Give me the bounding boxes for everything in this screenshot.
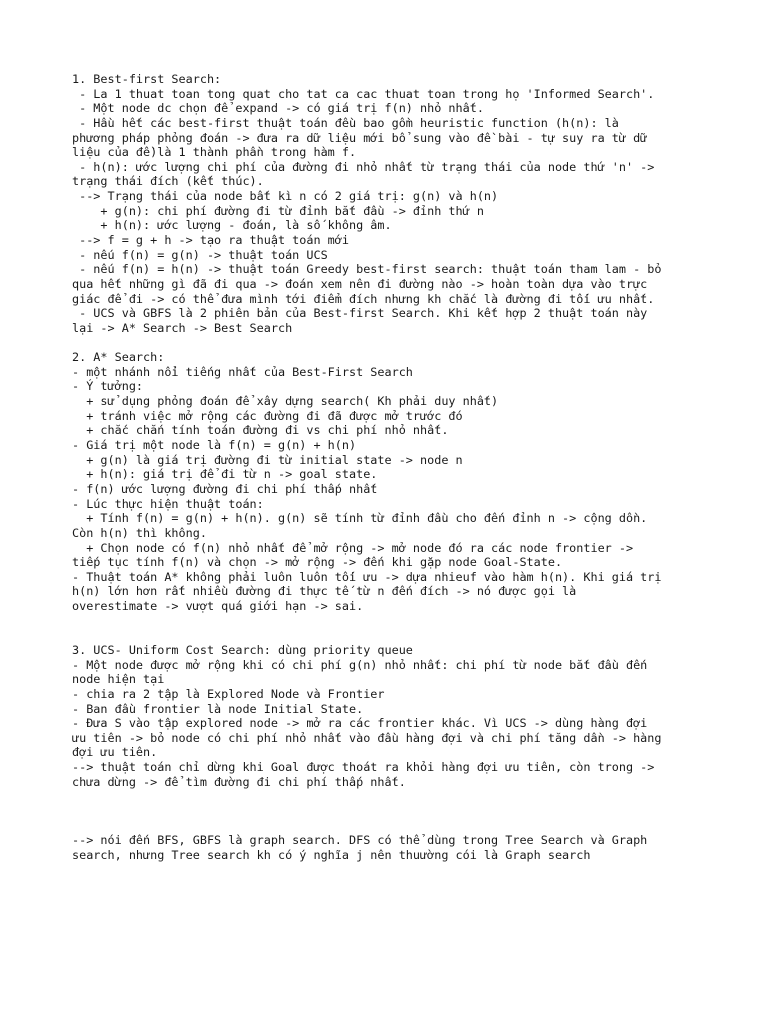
text-line: Còn h(n) thì không. — [72, 525, 207, 540]
text-line: - Một node được mở rộng khi có chi phí g(n) nhỏ nhất: chi phí từ node bắt đầu đến — [72, 657, 648, 672]
text-line: chưa dừng -> để tìm đường đi chi phí thấp nhất. — [72, 774, 406, 789]
text-line: giác để đi -> có thể đưa mình tới điểm đích nhưng kh chắc là đường đi tối ưu nhất. — [72, 291, 655, 306]
text-line: + h(n): ước lượng - đoán, là số không âm. — [72, 218, 392, 233]
text-line: đợi ưu tiên. — [72, 745, 158, 760]
text-line: - Giá trị một node là f(n) = g(n) + h(n) — [72, 438, 357, 453]
text-line — [72, 628, 712, 643]
text-line: h(n) lớn hơn rất nhiều đường đi thực tế từ n đến đích -> nó được gọi là — [72, 584, 577, 599]
text-line: - Đưa S vào tập explored node -> mở ra các frontier khác. Vì UCS -> dùng hàng đợi — [72, 716, 648, 731]
text-line: tiếp tục tính f(n) và chọn -> mở rộng -> đến khi gặp node Goal-State. — [72, 555, 563, 570]
text-line: ưu tiên -> bỏ node có chi phí nhỏ nhất vào đầu hàng đợi và chi phí tăng dần -> hàng — [72, 730, 662, 745]
text-line — [72, 789, 712, 804]
text-line — [72, 819, 712, 834]
text-line: 1. Best-first Search: — [72, 72, 222, 86]
text-line: + sử dụng phỏng đoán để xây dựng search( Kh phải duy nhất) — [72, 394, 499, 409]
text-line: --> Trạng thái của node bất kì n có 2 giá trị: g(n) và h(n) — [72, 189, 499, 204]
text-line: --> nói đến BFS, GBFS là graph search. DFS có thể dùng trong Tree Search và Graph — [72, 833, 648, 848]
text-line: + Chọn node có f(n) nhỏ nhất để mở rộng -> mở node đó ra các node frontier -> — [72, 540, 634, 555]
text-line: overestimate -> vượt quá giới hạn -> sai. — [72, 599, 364, 614]
text-line: + h(n): giá trị để đi từ n -> goal state. — [72, 467, 378, 482]
text-line: - Hầu hết các best-first thuật toán đều bao gồm heuristic function (h(n): là — [72, 115, 619, 130]
text-line: node hiện tại — [72, 672, 165, 687]
text-line: - UCS và GBFS là 2 phiên bản của Best-first Search. Khi kết hợp 2 thuật toán này — [72, 306, 648, 321]
text-line: - h(n): ước lượng chi phí của đường đi nhỏ nhất từ trạng thái của node thứ 'n' -> — [72, 159, 655, 174]
text-line: --> f = g + h -> tạo ra thuật toán mới — [72, 233, 349, 248]
text-line: - Một node dc chọn để expand -> có giá trị f(n) nhỏ nhất. — [72, 101, 484, 116]
text-line: - nếu f(n) = g(n) -> thuật toán UCS — [72, 247, 328, 262]
text-line: lại -> A* Search -> Best Search — [72, 320, 293, 335]
text-line: + g(n): chi phí đường đi từ đỉnh bắt đầu -> đỉnh thứ n — [72, 203, 484, 218]
text-line: - một nhánh nổi tiếng nhất của Best-First Search — [72, 364, 413, 379]
text-line: + chắc chắn tính toán đường đi vs chi phí nhỏ nhất. — [72, 423, 449, 438]
text-line: --> thuật toán chỉ dừng khi Goal được thoát ra khỏi hàng đợi ưu tiên, còn trong -> — [72, 760, 655, 775]
text-line: - nếu f(n) = h(n) -> thuật toán Greedy best-first search: thuật toán tham lam - bỏ — [72, 262, 662, 277]
text-line: phương pháp phỏng đoán -> đưa ra dữ liệu mới bổ sung vào đề bài - tự suy ra từ dữ — [72, 130, 648, 145]
text-line: - Ban đầu frontier là node Initial State. — [72, 701, 364, 716]
text-line — [72, 614, 712, 629]
text-line: - chia ra 2 tập là Explored Node và Frontier — [72, 686, 385, 701]
text-line: trạng thái đích (kết thúc). — [72, 174, 264, 189]
text-line: 3. UCS- Uniform Cost Search: dùng priority queue — [72, 642, 413, 657]
text-line: + tránh việc mở rộng các đường đi đã được mở trước đó — [72, 408, 463, 423]
text-line: + g(n) là giá trị đường đi từ initial state -> node n — [72, 452, 463, 467]
text-line — [72, 336, 712, 351]
text-line: 2. A* Search: — [72, 350, 165, 365]
text-line: - f(n) ước lượng đường đi chi phí thấp nhất — [72, 481, 378, 496]
text-line: liệu của đề)là 1 thành phần trong hàm f. — [72, 145, 357, 160]
text-line — [72, 804, 712, 819]
document-body — [72, 72, 712, 863]
text-line: - Ý tưởng: — [72, 379, 144, 394]
text-line: + Tính f(n) = g(n) + h(n). g(n) sẽ tính từ đỉnh đầu cho đến đỉnh n -> cộng dồn. — [72, 511, 648, 526]
text-line: - Lúc thực hiện thuật toán: — [72, 496, 264, 511]
text-line: qua hết những gì đã đi qua -> đoán xem nên đi đường nào -> hoàn toàn dựa vào trực — [72, 276, 648, 291]
text-line: - Thuật toán A* không phải luôn luôn tối ưu -> dựa nhieuf vào hàm h(n). Khi giá trị — [72, 569, 662, 584]
text-line: - La 1 thuat toan tong quat cho tat ca cac thuat toan trong họ 'Informed Search'. — [72, 86, 655, 101]
text-line: search, nhưng Tree search kh có ý nghĩa j nên thuường cói là Graph search — [72, 847, 591, 862]
